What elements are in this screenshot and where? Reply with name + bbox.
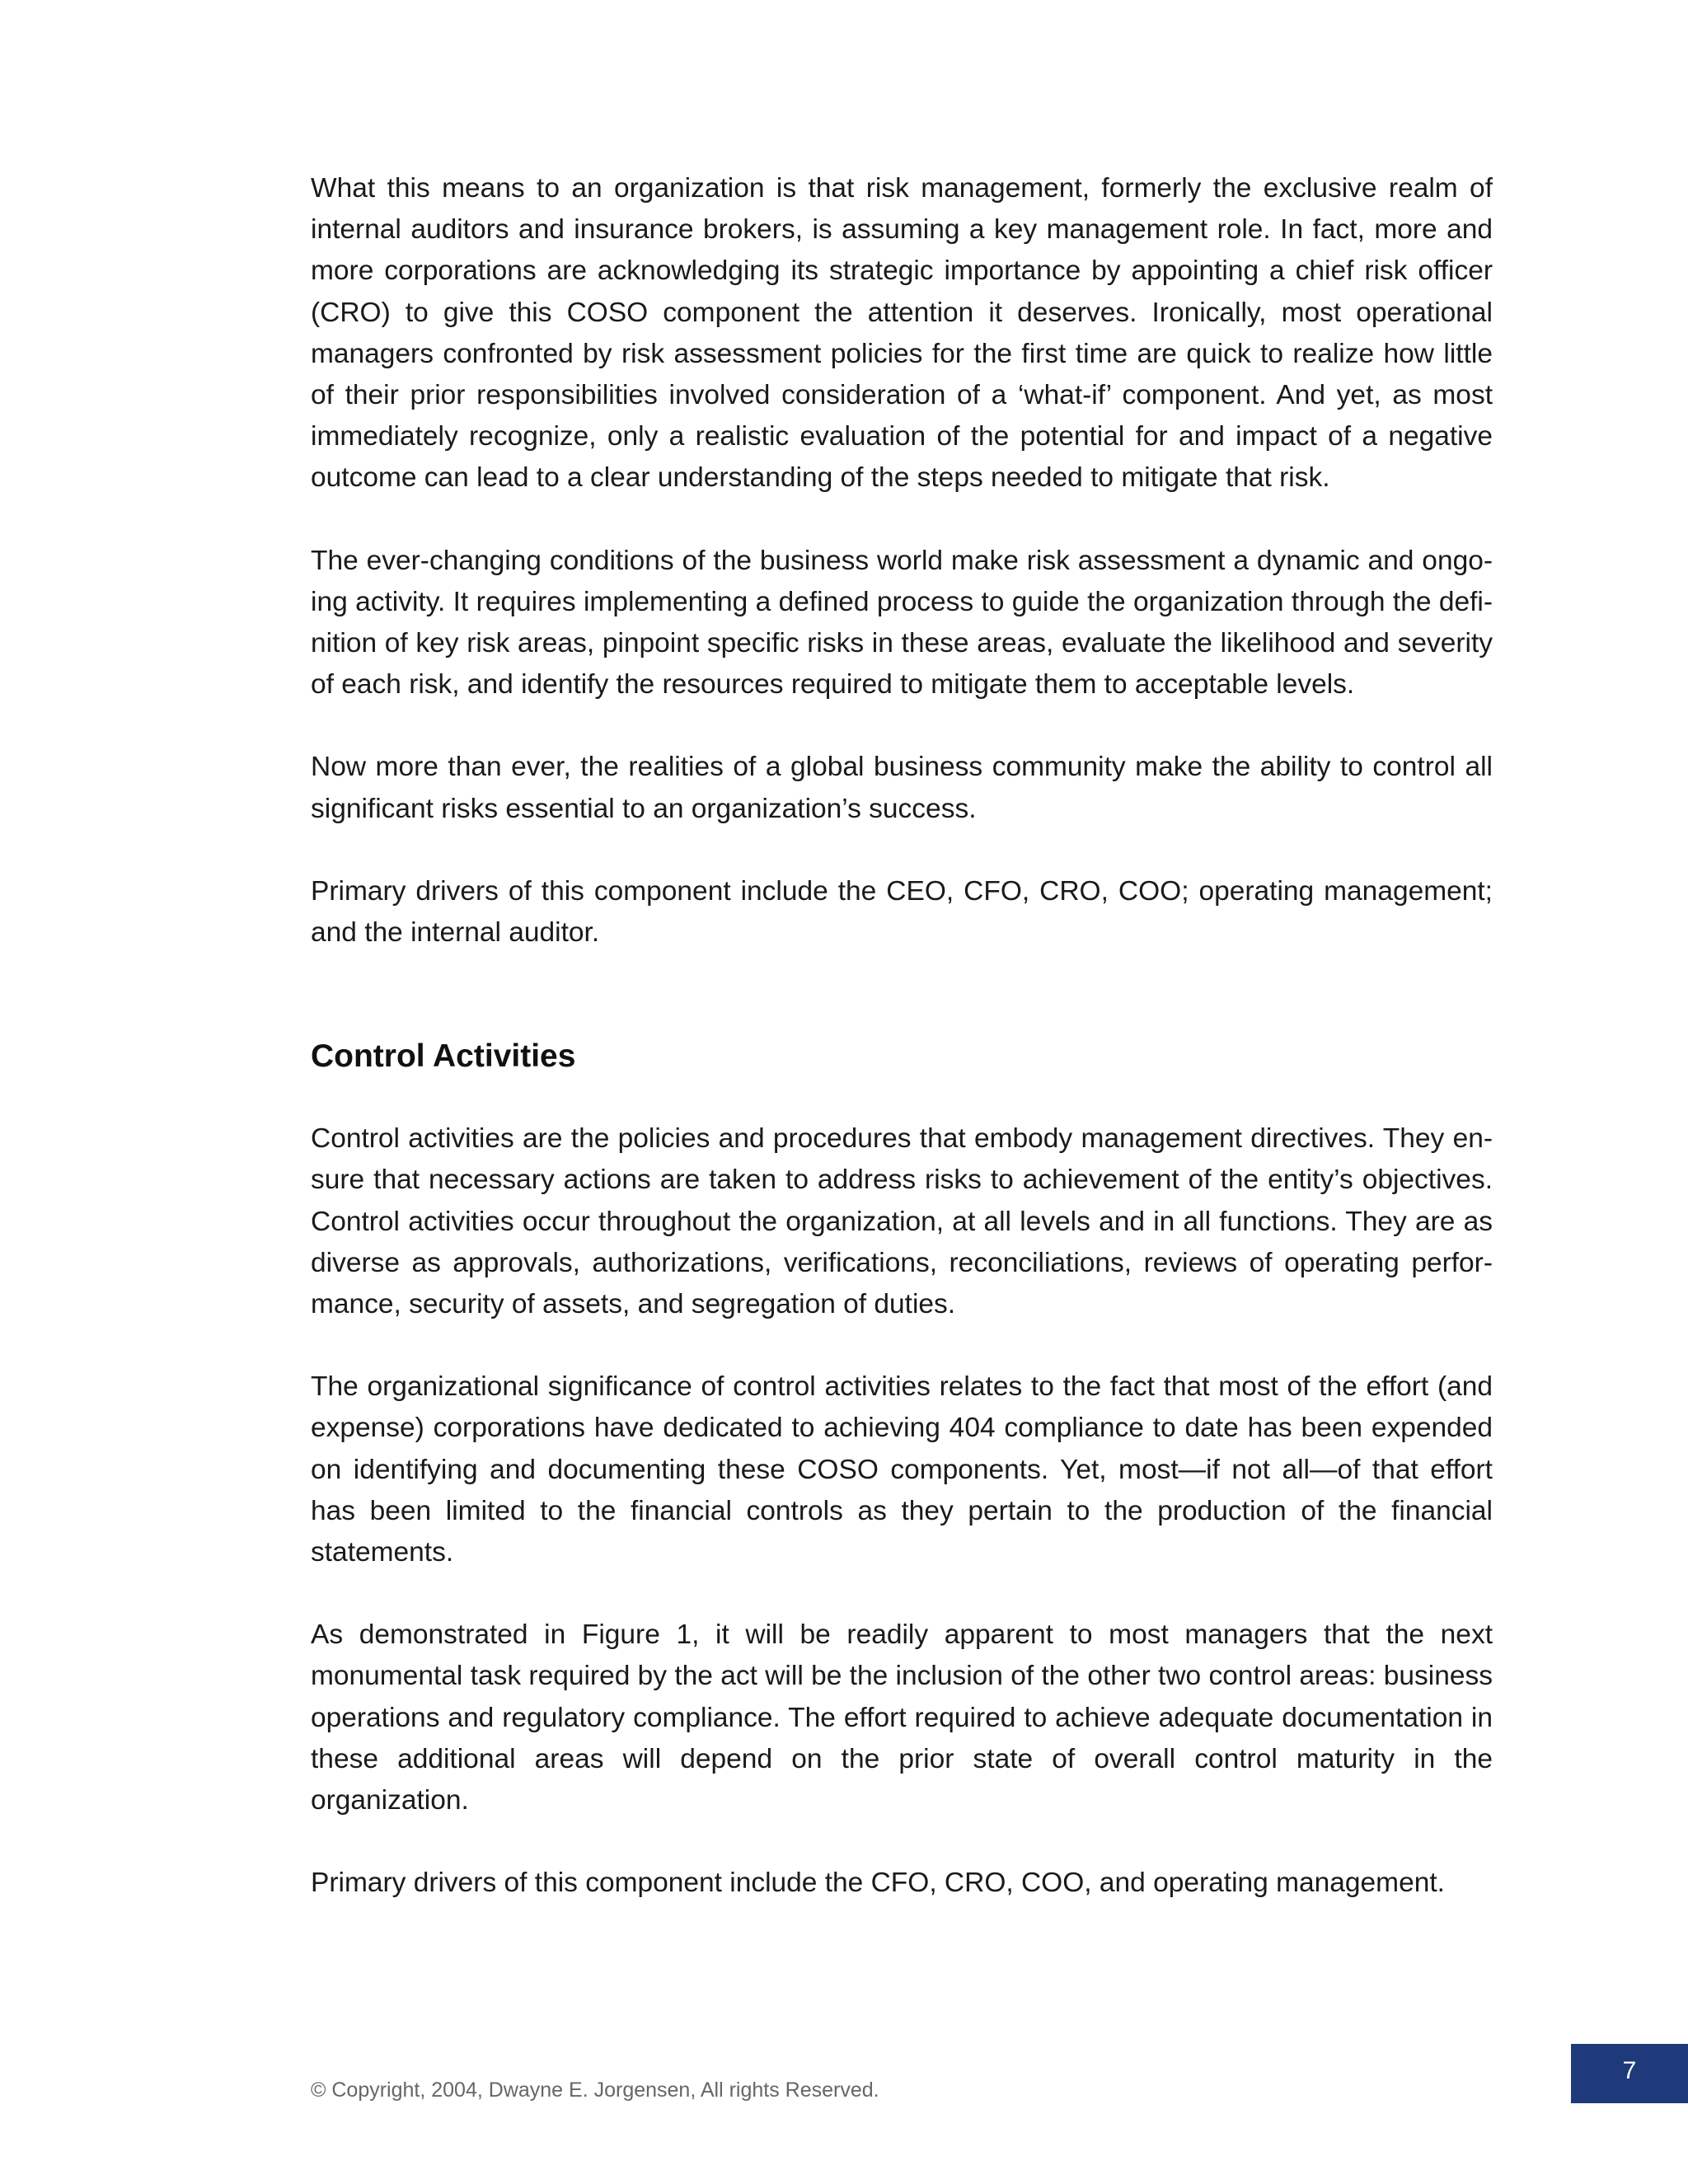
page-number: 7 [1622, 2057, 1637, 2084]
paragraph-risk-primary-drivers: Primary drivers of this component include the CEO, CFO, CRO, COO; operating management; and the internal auditor. [311, 875, 1493, 949]
footer-copyright: © Copyright, 2004, Dwayne E. Jorgensen, All rights Reserved. [311, 2079, 879, 2102]
paragraph-control-activities-definition: Control activities are the policies and procedures that embody management directives. They ensure that necessary actions are taken to address risks to achievement of the entity’s objectives. Control activities occur throughout the organization, at all levels and in all functions. They are as diverse as approvals, authorizations, verifications, reconciliations, reviews of operating performance, security of assets, and segregation of duties. [311, 1123, 1493, 1320]
page-number-box [1571, 2044, 1688, 2103]
paragraph-risk-assessment-dynamic: The ever-changing conditions of the business world make risk assessment a dynamic and ongoing activity. It requires implementing a defined process to guide the organization through the definition of key risk areas, pinpoint specific risks in these areas, evaluate the likelihood and severity of each risk, and identify the resources required to mitigate them to acceptable levels. [311, 545, 1493, 701]
paragraph-global-business: Now more than ever, the realities of a global business community make the ability to control all significant risks essential to an organization’s success. [311, 752, 1493, 824]
section-heading-control-activities: Control Activities [311, 1038, 576, 1075]
paragraph-figure-reference: As demonstrated in Figure 1, it will be readily apparent to most managers that the next monumental task required by the act will be the inclusion of the other two control areas: business operations and regulatory compliance. The effort required to achieve adequate documentation in these additional areas will depend on the prior state of overall control maturity in the organization. [311, 1619, 1493, 1816]
paragraph-risk-management-role: What this means to an organization is that risk management, formerly the exclusive realm of internal auditors and insurance brokers, is assuming a key management role. In fact, more and more corporations are acknowledging its strategic importance by appointing a chief risk officer (CRO) to give this COSO component the attention it deserves. Ironically, most operational managers confronted by risk assessment policies for the first time are quick to realize how little of their prior responsibilities involved consideration of a ‘what-if’ component. And yet, as most immediately recognize, only a realistic evaluation of the potential for and impact of a negative outcome can lead to a clear understanding of the steps needed to mitigate that risk. [311, 173, 1493, 494]
paragraph-control-primary-drivers: Primary drivers of this component include the CFO, CRO, COO, and operating management. [311, 1868, 1445, 1899]
document-body [311, 168, 1493, 1905]
paragraph-organizational-significance: The organizational significance of control activities relates to the fact that most of the effort (and expense) corporations have dedicated to achieving 404 compliance to date has been expended on identifying and documenting these COSO components. Yet, most—if not all—of that effort has been limited to the financial controls as they pertain to the production of the financial statements. [311, 1371, 1493, 1568]
